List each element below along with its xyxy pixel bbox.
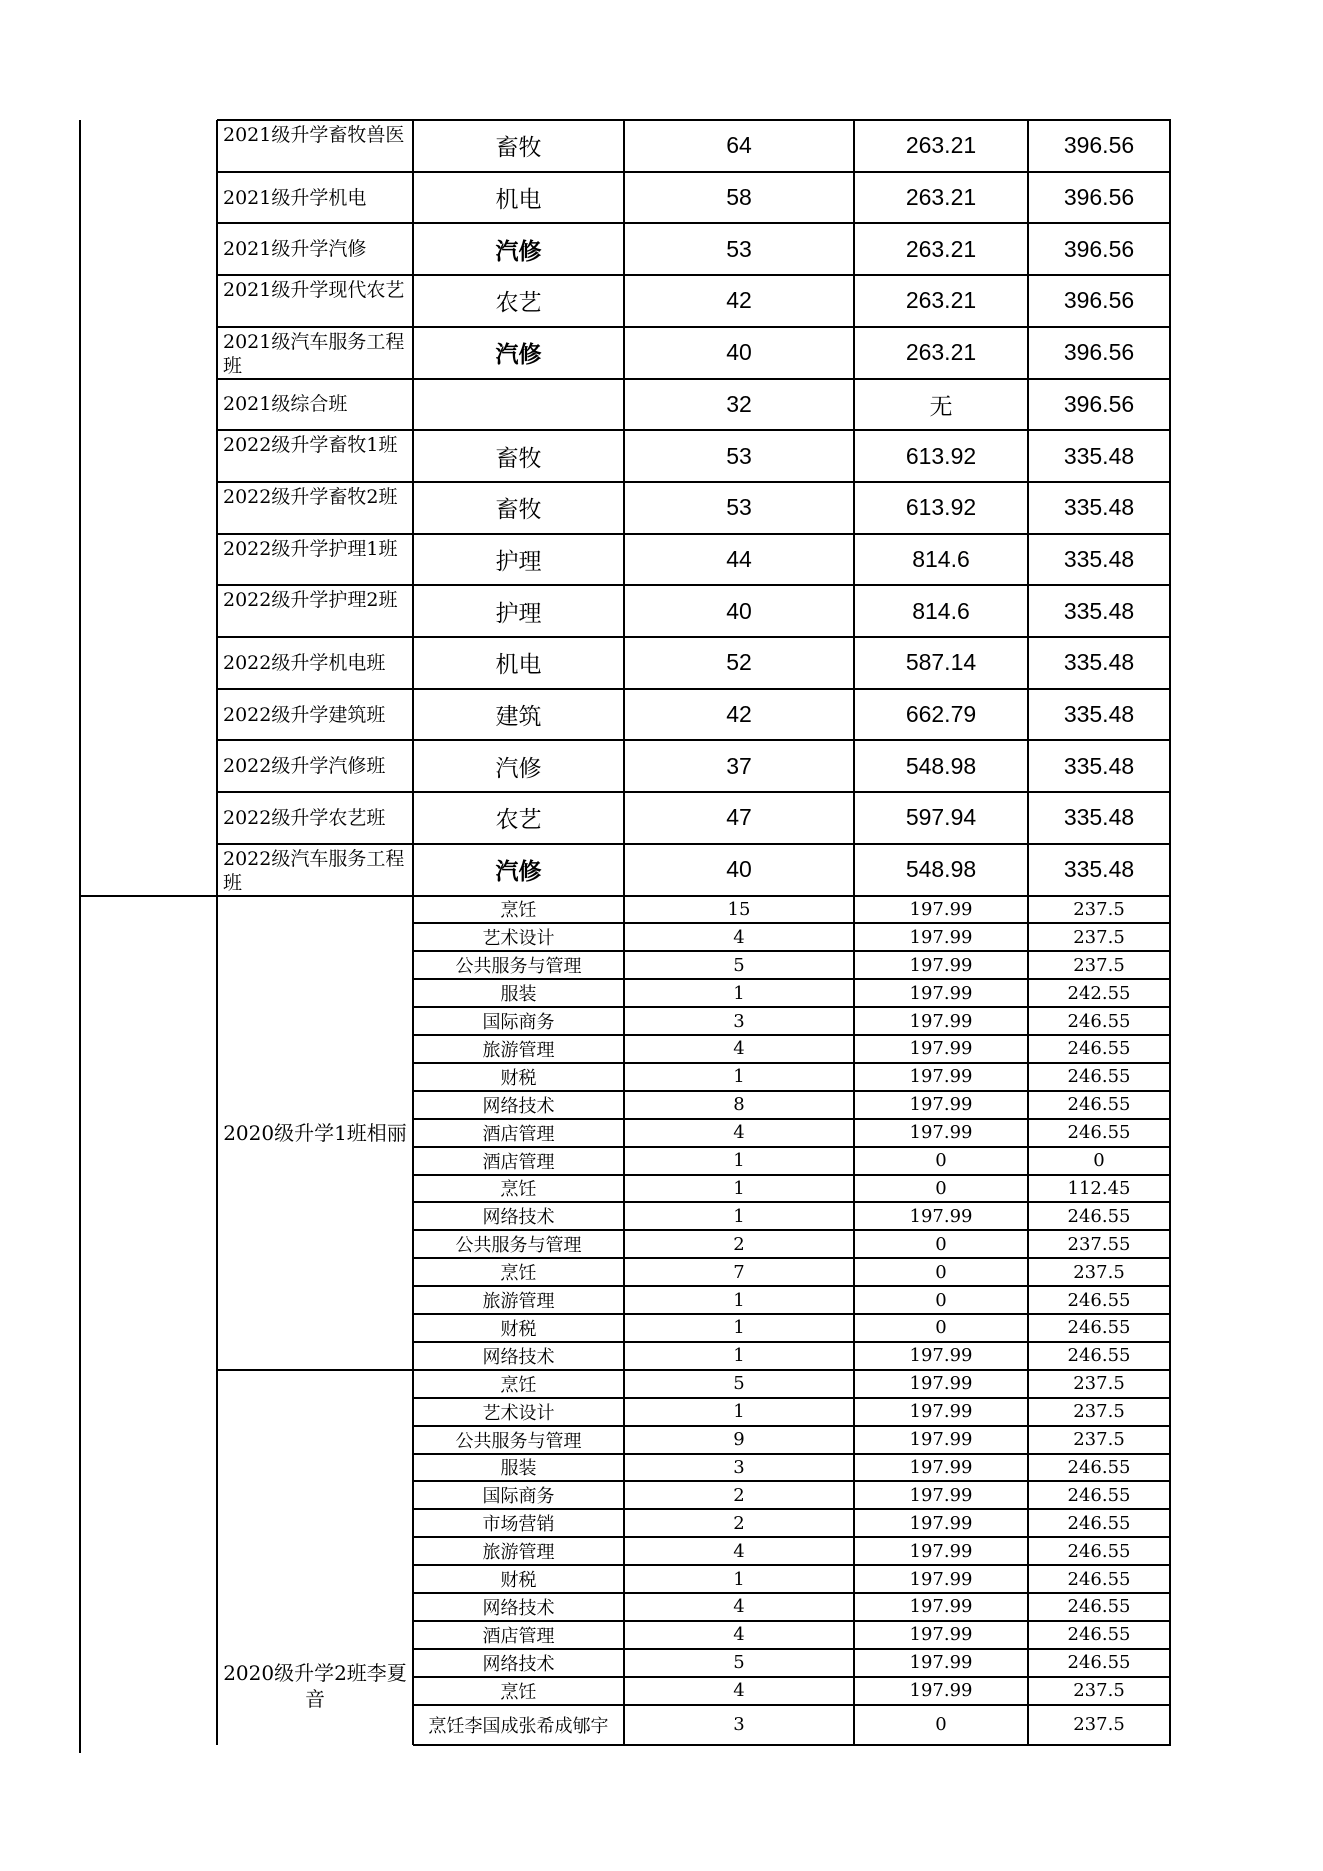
major-cell: 护理 <box>495 547 542 574</box>
major-cell: 护理 <box>495 599 542 626</box>
grid-line <box>1169 896 1171 1745</box>
value1-cell: 0 <box>935 1233 947 1255</box>
count-cell: 40 <box>726 339 752 366</box>
major-cell: 财税 <box>500 1318 537 1340</box>
value2-cell: 237.5 <box>1073 1401 1125 1423</box>
major-cell: 艺术设计 <box>482 928 555 950</box>
grid-line <box>79 120 81 1753</box>
major-cell: 烹饪 <box>500 1263 537 1285</box>
value1-cell: 197.99 <box>909 954 973 976</box>
class-name-cell: 2022级升学护理1班 <box>223 537 398 560</box>
count-cell: 42 <box>726 287 752 314</box>
count-cell: 37 <box>726 752 752 779</box>
value1-cell: 197.99 <box>909 1568 973 1590</box>
major-cell: 汽修 <box>495 754 542 781</box>
major-cell: 公共服务与管理 <box>455 956 582 978</box>
value2-cell: 246.55 <box>1067 1540 1131 1562</box>
value2-cell: 335.48 <box>1063 597 1135 624</box>
count-cell: 4 <box>733 1624 745 1646</box>
count-cell: 1 <box>733 1345 745 1367</box>
class-name-cell: 2022级汽车服务工程班 <box>223 847 405 894</box>
count-cell: 1 <box>733 1205 745 1227</box>
value2-cell: 396.56 <box>1063 184 1135 211</box>
major-cell <box>415 380 622 430</box>
value1-cell: 587.14 <box>905 649 977 676</box>
count-cell: 42 <box>726 701 752 728</box>
value1-cell: 0 <box>935 1150 947 1172</box>
count-cell: 1 <box>733 1150 745 1172</box>
value1-cell: 197.99 <box>909 1345 973 1367</box>
value2-cell: 246.55 <box>1067 1596 1131 1618</box>
class-name-cell: 2022级升学汽修班 <box>223 755 386 778</box>
grid-line <box>853 896 855 1745</box>
major-cell: 烹饪 <box>500 1681 537 1703</box>
major-cell: 国际商务 <box>482 1012 555 1034</box>
value2-cell: 246.55 <box>1067 1317 1131 1339</box>
value2-cell: 112.45 <box>1067 1177 1131 1199</box>
grid-line <box>853 120 855 896</box>
value2-cell: 335.48 <box>1063 701 1135 728</box>
count-cell: 4 <box>733 1596 745 1618</box>
value2-cell: 396.56 <box>1063 287 1135 314</box>
value1-cell: 263.21 <box>905 235 977 262</box>
value1-cell: 197.99 <box>909 1652 973 1674</box>
class-name-cell: 2021级综合班 <box>223 393 348 416</box>
count-cell: 53 <box>726 442 752 469</box>
value1-cell: 197.99 <box>909 1484 973 1506</box>
count-cell: 64 <box>726 132 752 159</box>
count-cell: 4 <box>733 1122 745 1144</box>
major-cell: 农艺 <box>495 289 542 316</box>
value1-cell: 197.99 <box>909 1373 973 1395</box>
count-cell: 8 <box>733 1094 745 1116</box>
count-cell: 2 <box>733 1484 745 1506</box>
value2-cell: 246.55 <box>1067 1512 1131 1534</box>
grid-line <box>413 1744 1171 1746</box>
value1-cell: 197.99 <box>909 1512 973 1534</box>
value2-cell: 242.55 <box>1067 982 1131 1004</box>
value2-cell: 335.48 <box>1063 442 1135 469</box>
count-cell: 3 <box>733 1010 745 1032</box>
count-cell: 53 <box>726 235 752 262</box>
major-cell: 机电 <box>495 186 542 213</box>
value1-cell: 0 <box>935 1714 947 1736</box>
value2-cell: 237.5 <box>1073 1373 1125 1395</box>
value1-cell: 0 <box>935 1261 947 1283</box>
value1-cell: 197.99 <box>909 1429 973 1451</box>
count-cell: 1 <box>733 982 745 1004</box>
value1-cell: 263.21 <box>905 339 977 366</box>
count-cell: 3 <box>733 1456 745 1478</box>
count-cell: 47 <box>726 804 752 831</box>
grid-line <box>80 895 218 897</box>
count-cell: 4 <box>733 926 745 948</box>
value1-cell: 814.6 <box>912 545 970 572</box>
value2-cell: 335.48 <box>1063 545 1135 572</box>
value2-cell: 396.56 <box>1063 390 1135 417</box>
major-cell: 网络技术 <box>482 1346 555 1368</box>
value1-cell: 548.98 <box>905 856 977 883</box>
major-cell: 财税 <box>500 1067 537 1089</box>
count-cell: 3 <box>733 1714 745 1736</box>
major-cell: 畜牧 <box>495 134 542 161</box>
value2-cell: 246.55 <box>1067 1568 1131 1590</box>
value2-cell: 246.55 <box>1067 1122 1131 1144</box>
major-cell: 网络技术 <box>482 1597 555 1619</box>
major-cell: 公共服务与管理 <box>455 1235 582 1257</box>
count-cell: 1 <box>733 1066 745 1088</box>
major-cell: 市场营销 <box>482 1514 555 1536</box>
value2-cell: 237.5 <box>1073 1429 1125 1451</box>
major-cell: 旅游管理 <box>482 1291 555 1313</box>
count-cell: 1 <box>733 1317 745 1339</box>
value2-cell: 237.5 <box>1073 898 1125 920</box>
major-cell: 建筑 <box>495 703 542 730</box>
value1-cell: 0 <box>935 1177 947 1199</box>
major-cell: 旅游管理 <box>482 1039 555 1061</box>
value1-cell: 263.21 <box>905 132 977 159</box>
count-cell: 2 <box>733 1512 745 1534</box>
major-cell: 服装 <box>500 984 537 1006</box>
class-name-cell: 2021级升学机电 <box>223 186 367 209</box>
value1-cell: 无 <box>929 393 953 420</box>
value2-cell: 237.5 <box>1073 954 1125 976</box>
value1-cell: 263.21 <box>905 287 977 314</box>
value2-cell: 335.48 <box>1063 856 1135 883</box>
count-cell: 32 <box>726 390 752 417</box>
grid-line <box>412 120 414 896</box>
value2-cell: 246.55 <box>1067 1066 1131 1088</box>
major-cell: 汽修 <box>495 237 542 264</box>
major-cell: 酒店管理 <box>482 1123 555 1145</box>
value1-cell: 662.79 <box>905 701 977 728</box>
major-cell: 网络技术 <box>482 1653 555 1675</box>
value2-cell: 0 <box>1093 1150 1105 1172</box>
major-cell: 国际商务 <box>482 1486 555 1508</box>
value2-cell: 246.55 <box>1067 1624 1131 1646</box>
grid-line <box>216 120 218 896</box>
count-cell: 7 <box>733 1261 745 1283</box>
count-cell: 4 <box>733 1680 745 1702</box>
value2-cell: 246.55 <box>1067 1289 1131 1311</box>
count-cell: 40 <box>726 597 752 624</box>
value1-cell: 0 <box>935 1289 947 1311</box>
count-cell: 1 <box>733 1177 745 1199</box>
group-name-cell: 2020级升学2班李夏音 <box>223 1660 407 1711</box>
value2-cell: 246.55 <box>1067 1652 1131 1674</box>
value1-cell: 814.6 <box>912 597 970 624</box>
grid-line <box>1027 120 1029 896</box>
value1-cell: 197.99 <box>909 1540 973 1562</box>
value2-cell: 246.55 <box>1067 1094 1131 1116</box>
value1-cell: 197.99 <box>909 1066 973 1088</box>
major-cell: 汽修 <box>495 858 542 885</box>
class-name-cell: 2021级汽车服务工程班 <box>223 330 405 377</box>
major-cell: 烹饪 <box>500 1179 537 1201</box>
value1-cell: 197.99 <box>909 1624 973 1646</box>
count-cell: 2 <box>733 1233 745 1255</box>
class-name-cell: 2022级升学畜牧1班 <box>223 434 398 457</box>
value2-cell: 396.56 <box>1063 339 1135 366</box>
class-name-cell: 2022级升学机电班 <box>223 651 386 674</box>
value2-cell: 246.55 <box>1067 1205 1131 1227</box>
major-cell: 公共服务与管理 <box>455 1430 582 1452</box>
grid-line <box>623 120 625 896</box>
count-cell: 15 <box>727 898 751 920</box>
value2-cell: 237.55 <box>1067 1233 1131 1255</box>
class-name-cell: 2022级升学建筑班 <box>223 703 386 726</box>
major-cell: 网络技术 <box>482 1207 555 1229</box>
value2-cell: 246.55 <box>1067 1010 1131 1032</box>
major-cell: 烹饪李国成张希成郇宇 <box>428 1715 609 1737</box>
major-cell: 网络技术 <box>482 1095 555 1117</box>
value1-cell: 597.94 <box>905 804 977 831</box>
value1-cell: 197.99 <box>909 898 973 920</box>
class-name-cell: 2022级升学农艺班 <box>223 806 386 829</box>
major-cell: 酒店管理 <box>482 1625 555 1647</box>
class-name-cell: 2021级升学汽修 <box>223 238 367 261</box>
major-cell: 机电 <box>495 651 542 678</box>
major-cell: 畜牧 <box>495 444 542 471</box>
major-cell: 农艺 <box>495 806 542 833</box>
value1-cell: 197.99 <box>909 1094 973 1116</box>
major-cell: 服装 <box>500 1458 537 1480</box>
class-name-cell: 2021级升学畜牧兽医 <box>223 124 405 146</box>
count-cell: 1 <box>733 1289 745 1311</box>
value2-cell: 246.55 <box>1067 1038 1131 1060</box>
value1-cell: 0 <box>935 1317 947 1339</box>
count-cell: 1 <box>733 1568 745 1590</box>
major-cell: 艺术设计 <box>482 1402 555 1424</box>
count-cell: 53 <box>726 494 752 521</box>
value2-cell: 335.48 <box>1063 804 1135 831</box>
count-cell: 40 <box>726 856 752 883</box>
grid-line <box>412 896 414 1745</box>
major-cell: 财税 <box>500 1570 537 1592</box>
grid-line <box>623 896 625 1745</box>
value2-cell: 335.48 <box>1063 649 1135 676</box>
value1-cell: 548.98 <box>905 752 977 779</box>
value1-cell: 613.92 <box>905 442 977 469</box>
value2-cell: 396.56 <box>1063 132 1135 159</box>
class-name-cell: 2022级升学畜牧2班 <box>223 485 398 508</box>
major-cell: 汽修 <box>495 341 542 368</box>
major-cell: 旅游管理 <box>482 1542 555 1564</box>
value1-cell: 197.99 <box>909 1680 973 1702</box>
value1-cell: 197.99 <box>909 926 973 948</box>
count-cell: 4 <box>733 1540 745 1562</box>
value1-cell: 263.21 <box>905 184 977 211</box>
value1-cell: 197.99 <box>909 1205 973 1227</box>
value1-cell: 197.99 <box>909 1596 973 1618</box>
grid-line <box>1169 120 1171 896</box>
value2-cell: 237.5 <box>1073 926 1125 948</box>
value2-cell: 237.5 <box>1073 1680 1125 1702</box>
value2-cell: 246.55 <box>1067 1484 1131 1506</box>
class-name-cell: 2022级升学护理2班 <box>223 589 398 612</box>
value2-cell: 246.55 <box>1067 1456 1131 1478</box>
value2-cell: 237.5 <box>1073 1261 1125 1283</box>
count-cell: 5 <box>733 954 745 976</box>
count-cell: 1 <box>733 1401 745 1423</box>
major-cell: 烹饪 <box>500 900 537 922</box>
value1-cell: 613.92 <box>905 494 977 521</box>
major-cell: 畜牧 <box>495 496 542 523</box>
grid-line <box>216 896 218 1745</box>
class-name-cell: 2021级升学现代农艺 <box>223 279 405 302</box>
value1-cell: 197.99 <box>909 1038 973 1060</box>
value1-cell: 197.99 <box>909 1122 973 1144</box>
major-cell: 烹饪 <box>500 1374 537 1396</box>
count-cell: 44 <box>726 545 752 572</box>
count-cell: 9 <box>733 1429 745 1451</box>
value1-cell: 197.99 <box>909 1456 973 1478</box>
group-name-cell: 2020级升学1班相丽 <box>223 1120 407 1145</box>
count-cell: 4 <box>733 1038 745 1060</box>
value2-cell: 335.48 <box>1063 752 1135 779</box>
value2-cell: 246.55 <box>1067 1345 1131 1367</box>
major-cell: 酒店管理 <box>482 1151 555 1173</box>
value2-cell: 237.5 <box>1073 1714 1125 1736</box>
count-cell: 58 <box>726 184 752 211</box>
value1-cell: 197.99 <box>909 982 973 1004</box>
count-cell: 5 <box>733 1373 745 1395</box>
value2-cell: 335.48 <box>1063 494 1135 521</box>
count-cell: 5 <box>733 1652 745 1674</box>
grid-line <box>1027 896 1029 1745</box>
value2-cell: 396.56 <box>1063 235 1135 262</box>
value1-cell: 197.99 <box>909 1010 973 1032</box>
count-cell: 52 <box>726 649 752 676</box>
value1-cell: 197.99 <box>909 1401 973 1423</box>
